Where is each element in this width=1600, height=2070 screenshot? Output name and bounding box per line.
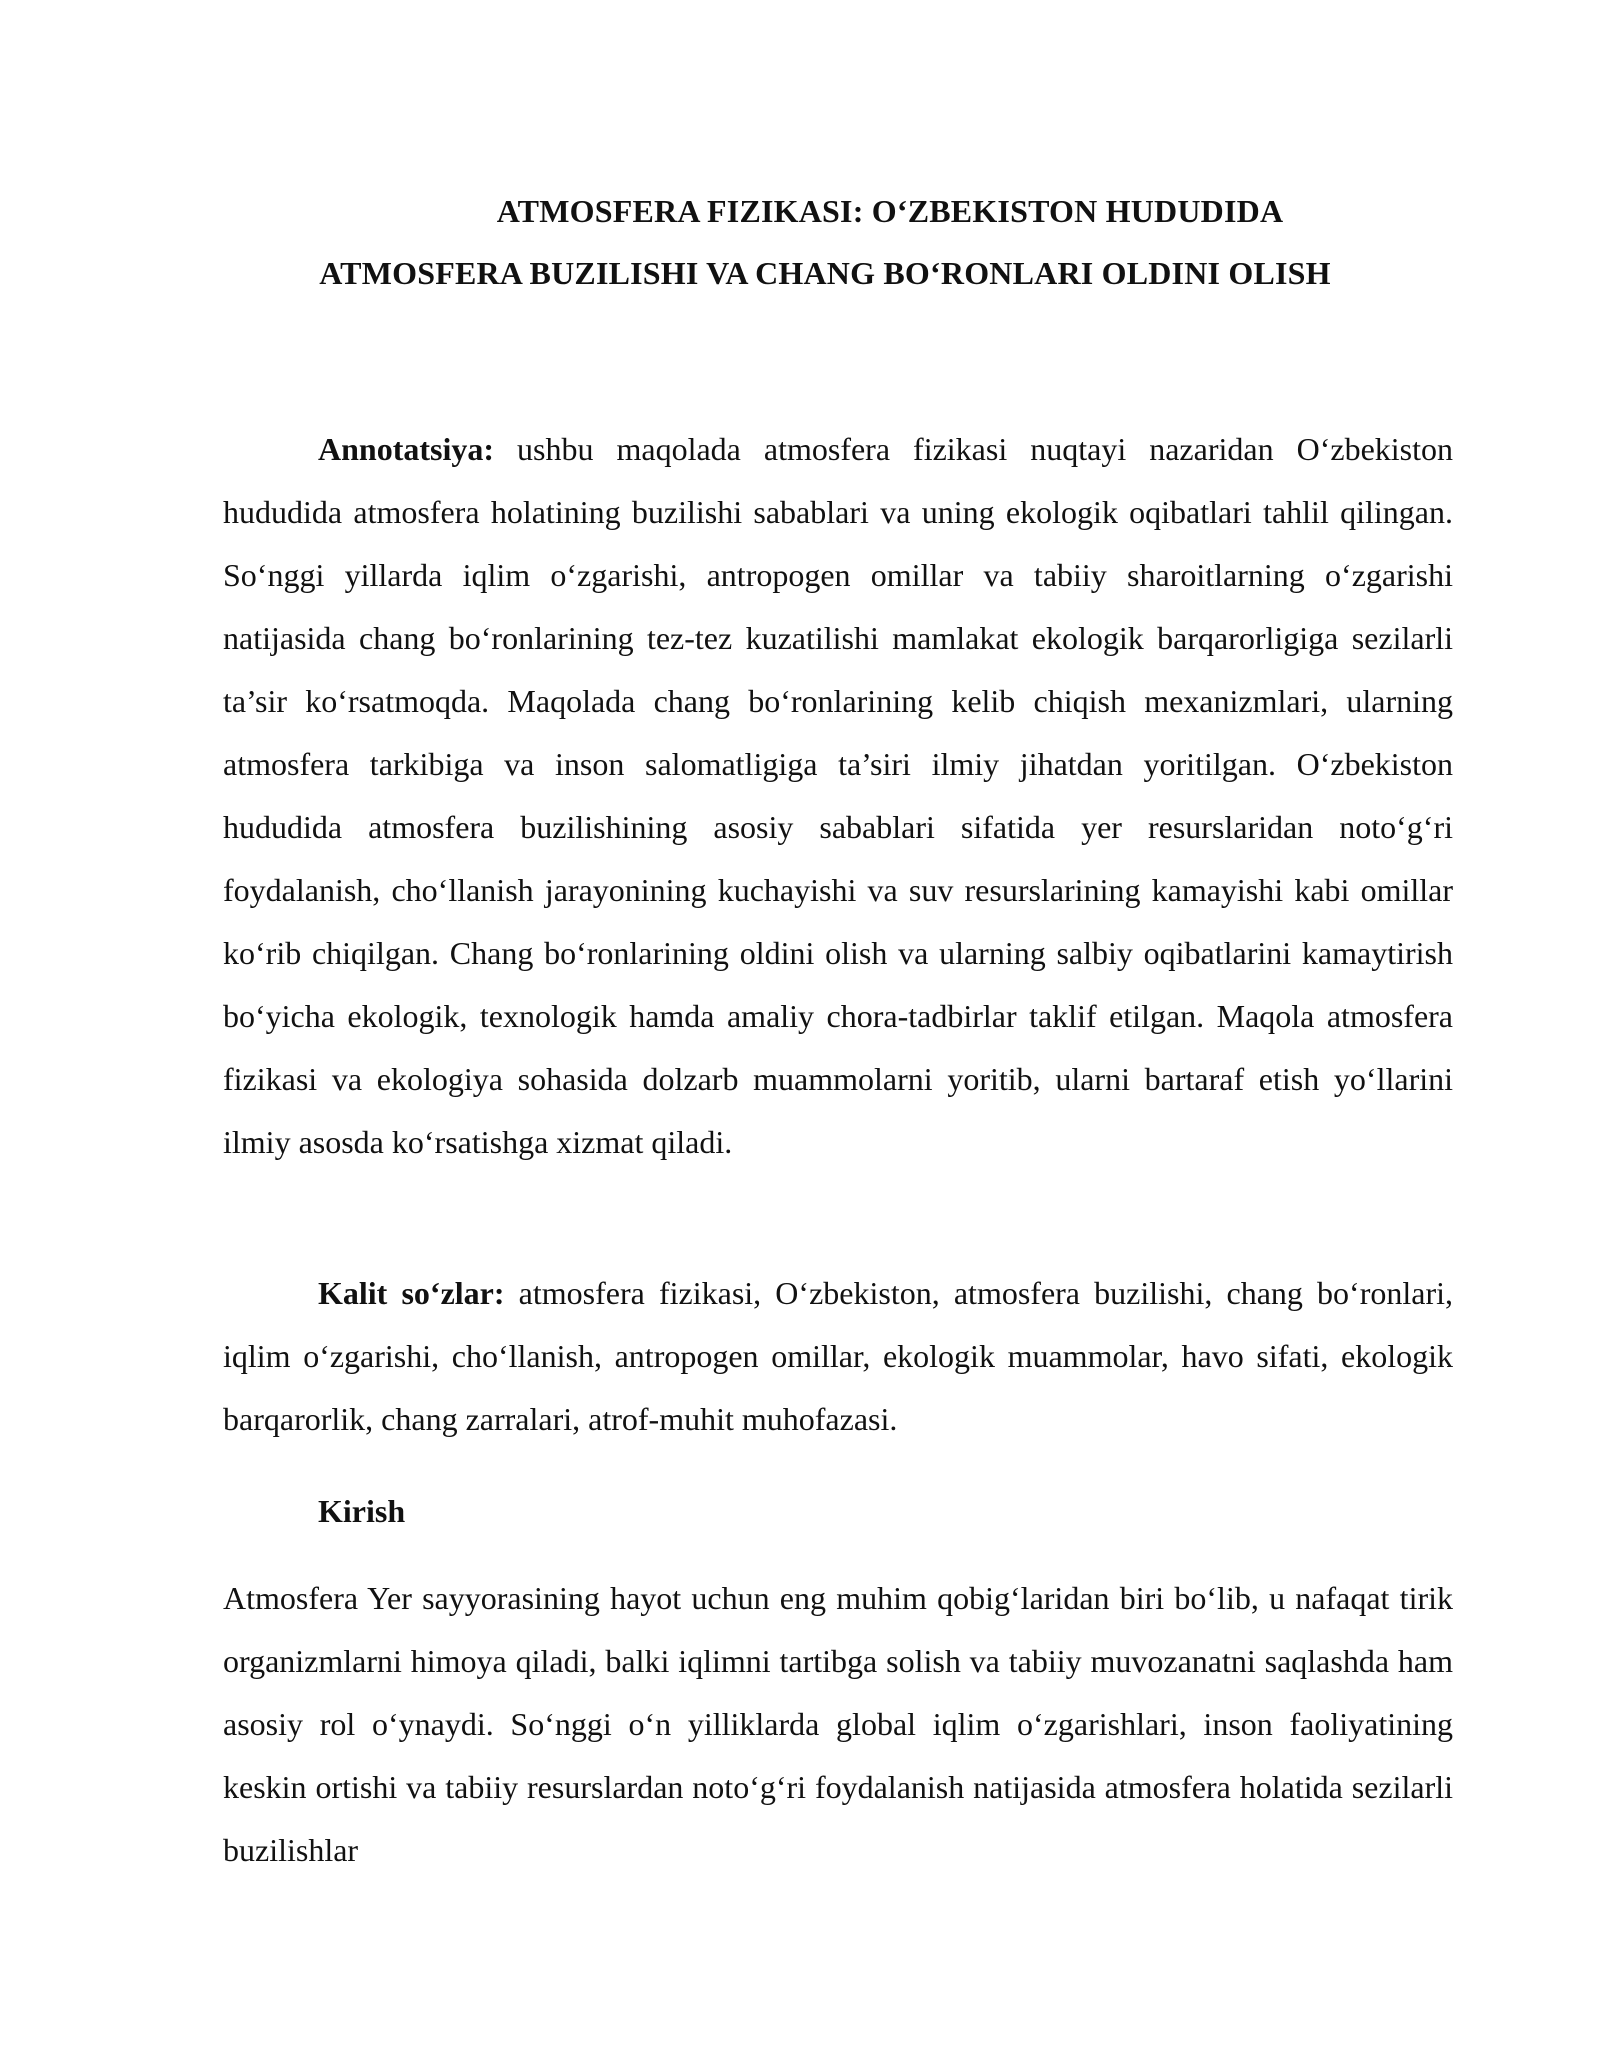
title-line-1: ATMOSFERA FIZIKASI: O‘ZBEKISTON HUDUDIDA bbox=[496, 193, 1284, 229]
keywords-section bbox=[223, 1262, 1453, 1451]
annotation-label: Annotatsiya: bbox=[318, 431, 495, 467]
introduction-section bbox=[223, 1567, 1453, 1882]
keywords-text: atmosfera fizikasi, O‘zbekiston, atmosfera buzilishi, chang bo‘ronlari, iqlim o‘zgarishi, cho‘llanish, antropogen omillar, ekologik muammolar, havo sifati, ekologik barqarorlik, chang zarralari, atrof-muhit muhofazasi. bbox=[223, 1275, 1453, 1437]
annotation-paragraph bbox=[223, 418, 1453, 1174]
introduction-paragraph: Atmosfera Yer sayyorasining hayot uchun eng muhim qobig‘laridan biri bo‘lib, u nafaqat tirik organizmlarni himoya qiladi, balki iqlimni tartibga solish va tabiiy muvozanatni saqlashda ham asosiy rol o‘ynaydi. So‘nggi o‘n yilliklarda global iqlim o‘zgarishlari, inson faoliyatining keskin ortishi va tabiiy resurslardan noto‘g‘ri foydalanish natijasida atmosfera holatida sezilarli buzilishlar bbox=[223, 1580, 1453, 1868]
keywords-label: Kalit so‘zlar: bbox=[318, 1275, 505, 1311]
document-title bbox=[220, 180, 1430, 304]
annotation-text: ushbu maqolada atmosfera fizikasi nuqtayi nazaridan O‘zbekiston hududida atmosfera holatining buzilishi sabablari va uning ekologik oqibatlari tahlil qilingan. So‘nggi yillarda iqlim o‘zgarishi, antropogen omillar va tabiiy sharoitlarning o‘zgarishi natijasida chang bo‘ronlarining tez-tez kuzatilishi mamlakat ekologik barqarorligiga sezilarli ta’sir ko‘rsatmoqda. Maqolada chang bo‘ronlarining kelib chiqish mexanizmlari, ularning atmosfera tarkibiga va inson salomatligiga ta’siri ilmiy jihatdan yoritilgan. O‘zbekiston hududida atmosfera buzilishining asosiy sabablari sifatida yer resurslaridan noto‘g‘ri foydalanish, cho‘llanish jarayonining kuchayishi va suv resurslarining kamayishi kabi omillar ko‘rib chiqilgan. Chang bo‘ronlarining oldini olish va ularning salbiy oqibatlarini kamaytirish bo‘yicha ekologik, texnologik hamda amaliy chora-tadbirlar taklif etilgan. Maqola atmosfera fizikasi va ekologiya sohasida dolzarb muammolarni yoritib, ularni bartaraf etish yo‘llarini ilmiy asosda ko‘rsatishga xizmat qiladi. bbox=[223, 431, 1453, 1160]
section-heading-introduction: Kirish bbox=[318, 1493, 406, 1529]
title-line-2: ATMOSFERA BUZILISHI VA CHANG BO‘RONLARI OLDINI OLISH bbox=[319, 255, 1331, 291]
annotation-section bbox=[223, 418, 1453, 1174]
keywords-paragraph bbox=[223, 1262, 1453, 1451]
